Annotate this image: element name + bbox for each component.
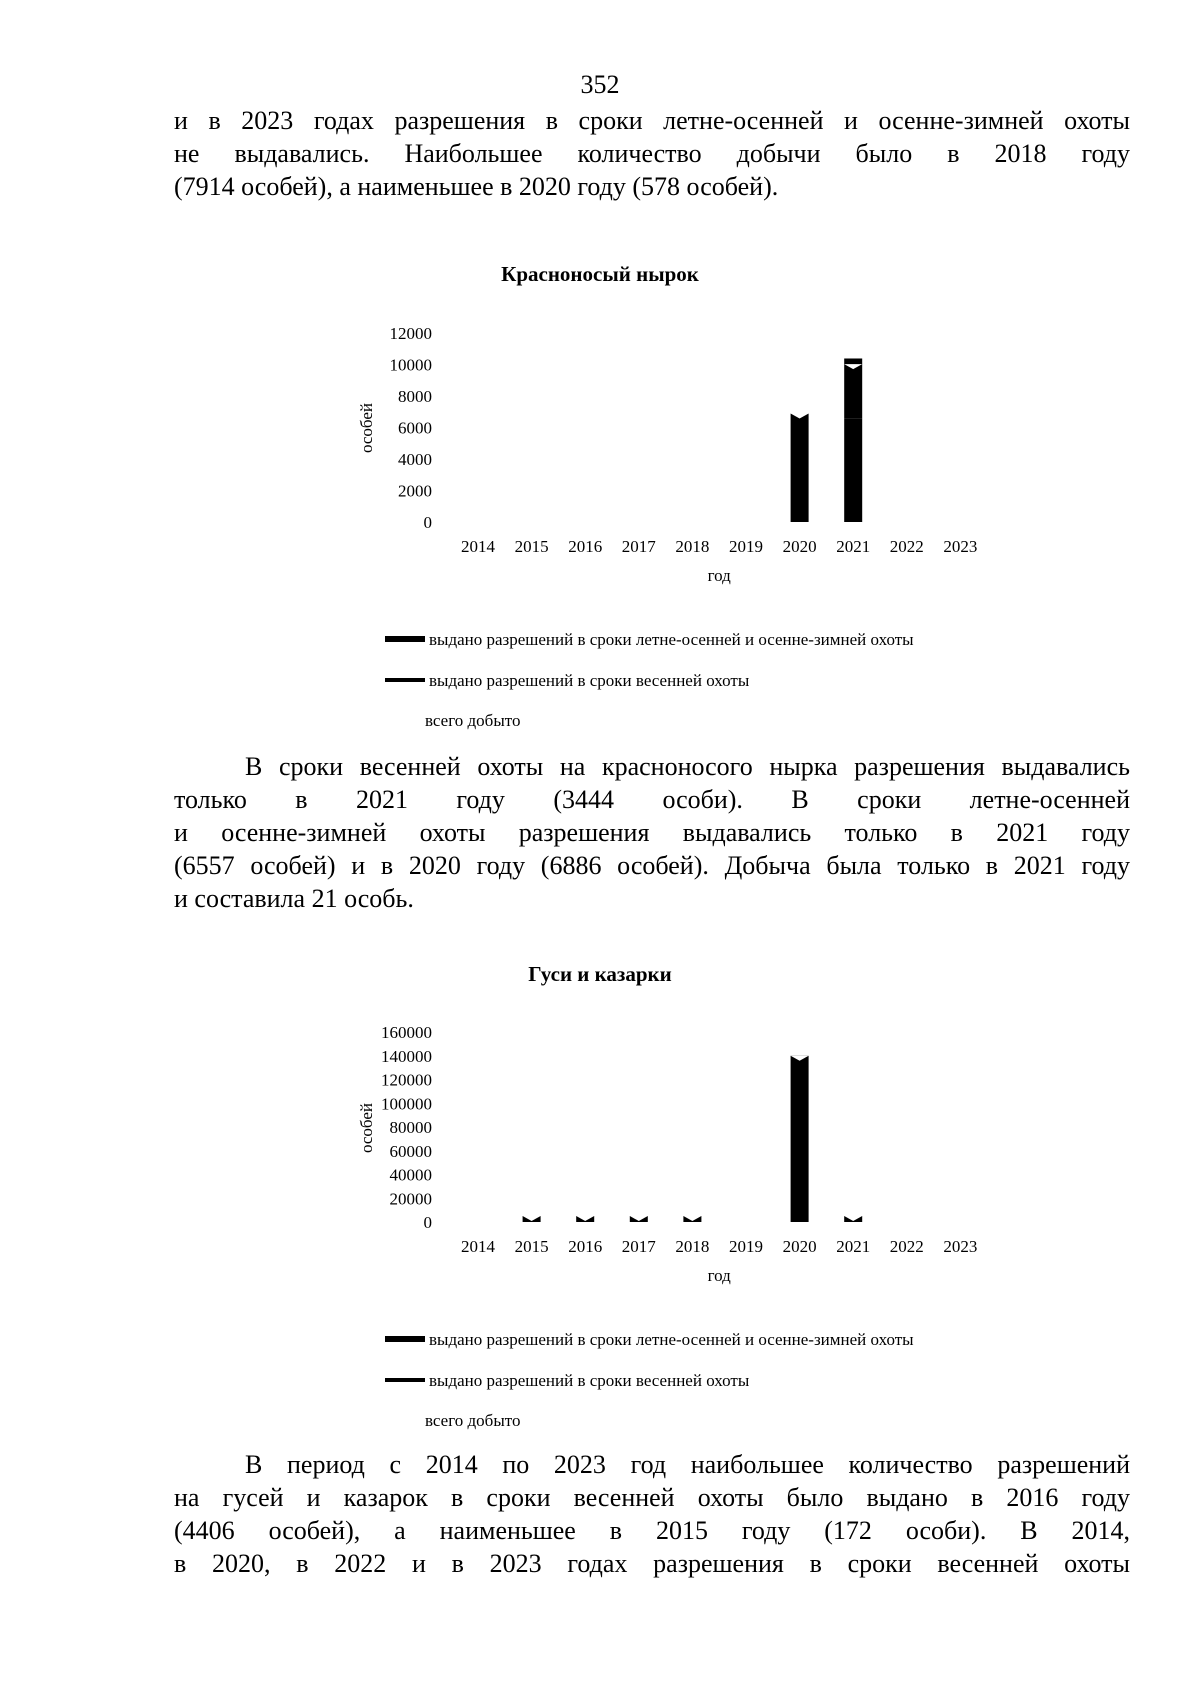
- x-tick-label: 2022: [889, 537, 924, 556]
- text-line: и составила 21 особь.: [174, 884, 414, 913]
- legend-label: выдано разрешений в сроки летне-осенней и осенне-зимней охоты: [429, 630, 914, 649]
- text-line: (7914 особей), а наименьшее в 2020 году (578 особей).: [174, 172, 779, 201]
- x-tick-label: 2021: [836, 1237, 871, 1256]
- legend-swatch: [385, 1336, 425, 1342]
- legend-item: всего добыто: [425, 1411, 521, 1430]
- y-tick-label: 0: [423, 513, 432, 532]
- x-tick-label: 2016: [568, 1237, 603, 1256]
- page-number: 352: [580, 70, 620, 99]
- legend-label: выдано разрешений в сроки весенней охоты: [429, 1371, 750, 1390]
- legend-label: выдано разрешений в сроки весенней охоты: [429, 671, 750, 690]
- chart-2-title: Гуси и казарки: [528, 962, 672, 986]
- y-tick-label: 4000: [398, 450, 432, 469]
- x-tick-label: 2022: [889, 1237, 924, 1256]
- x-tick-label: 2018: [675, 537, 710, 556]
- x-tick-label: 2017: [621, 537, 656, 556]
- y-tick-label: 8000: [398, 387, 432, 406]
- legend-item: всего добыто: [425, 711, 521, 730]
- text-line: (6557 особей) и в 2020 году (6886 особей). Добыча была только в 2021 году: [174, 851, 1130, 880]
- x-tick-label: 2023: [943, 1237, 978, 1256]
- chart-1-title: Красноносый нырок: [501, 262, 699, 286]
- legend-swatch: [385, 1378, 425, 1382]
- x-tick-label: 2019: [729, 1237, 763, 1256]
- x-tick-label: 2014: [461, 1237, 495, 1256]
- x-tick-label: 2016: [568, 537, 603, 556]
- text-line: на гусей и казарок в сроки весенней охоты было выдано в 2016 году: [174, 1483, 1130, 1512]
- x-tick-label: 2014: [461, 537, 495, 556]
- y-tick-label: 40000: [389, 1165, 432, 1185]
- y-tick-label: 20000: [389, 1189, 432, 1209]
- text-line: в 2020, в 2022 и в 2023 годах разрешения в сроки весенней охоты: [174, 1549, 1130, 1578]
- x-axis-label: год: [707, 1266, 731, 1285]
- y-tick-label: 140000: [381, 1046, 432, 1066]
- text-line: В сроки весенней охоты на красноносого нырка разрешения выдавались: [245, 752, 1130, 781]
- x-tick-label: 2020: [782, 537, 817, 556]
- text-line: и в 2023 годах разрешения в сроки летне-осенней и осенне-зимней охоты: [174, 106, 1130, 135]
- y-tick-label: 60000: [389, 1141, 432, 1161]
- x-tick-label: 2021: [836, 537, 871, 556]
- text-line: не выдавались. Наибольшее количество добычи было в 2018 году: [174, 139, 1130, 168]
- x-axis-label: год: [707, 566, 731, 585]
- x-tick-label: 2023: [943, 537, 978, 556]
- y-tick-label: 12000: [389, 324, 432, 343]
- text-line: только в 2021 году (3444 особи). В сроки летне-осенней: [174, 785, 1130, 814]
- x-tick-label: 2019: [729, 537, 763, 556]
- y-tick-label: 0: [423, 1213, 432, 1232]
- legend-item: [385, 1330, 914, 1350]
- y-tick-label: 10000: [389, 355, 432, 375]
- y-axis-label: особей: [357, 402, 376, 454]
- bar: [791, 1056, 809, 1222]
- text-line: В период с 2014 по 2023 год наибольшее количество разрешений: [245, 1450, 1130, 1479]
- x-tick-label: 2017: [621, 1237, 656, 1256]
- text-line: и осенне-зимней охоты разрешения выдавались только в 2021 году: [174, 818, 1130, 847]
- x-tick-label: 2020: [782, 1237, 817, 1256]
- paragraph-3: [174, 1448, 1130, 1580]
- y-tick-label: 100000: [381, 1094, 432, 1114]
- y-tick-label: 6000: [398, 418, 432, 438]
- x-tick-label: 2018: [675, 1237, 710, 1256]
- text-line: (4406 особей), а наименьшее в 2015 году (172 особи). В 2014,: [174, 1516, 1130, 1545]
- y-tick-label: 2000: [398, 481, 432, 501]
- legend-label: выдано разрешений в сроки летне-осенней и осенне-зимней охоты: [429, 1330, 914, 1349]
- legend-item: [385, 1371, 749, 1391]
- y-tick-label: 120000: [381, 1070, 432, 1090]
- y-tick-label: 80000: [389, 1118, 432, 1137]
- x-tick-label: 2015: [514, 1237, 549, 1256]
- x-tick-label: 2015: [514, 537, 549, 556]
- y-tick-label: 160000: [381, 1023, 432, 1042]
- y-axis-label: особей: [357, 1102, 376, 1154]
